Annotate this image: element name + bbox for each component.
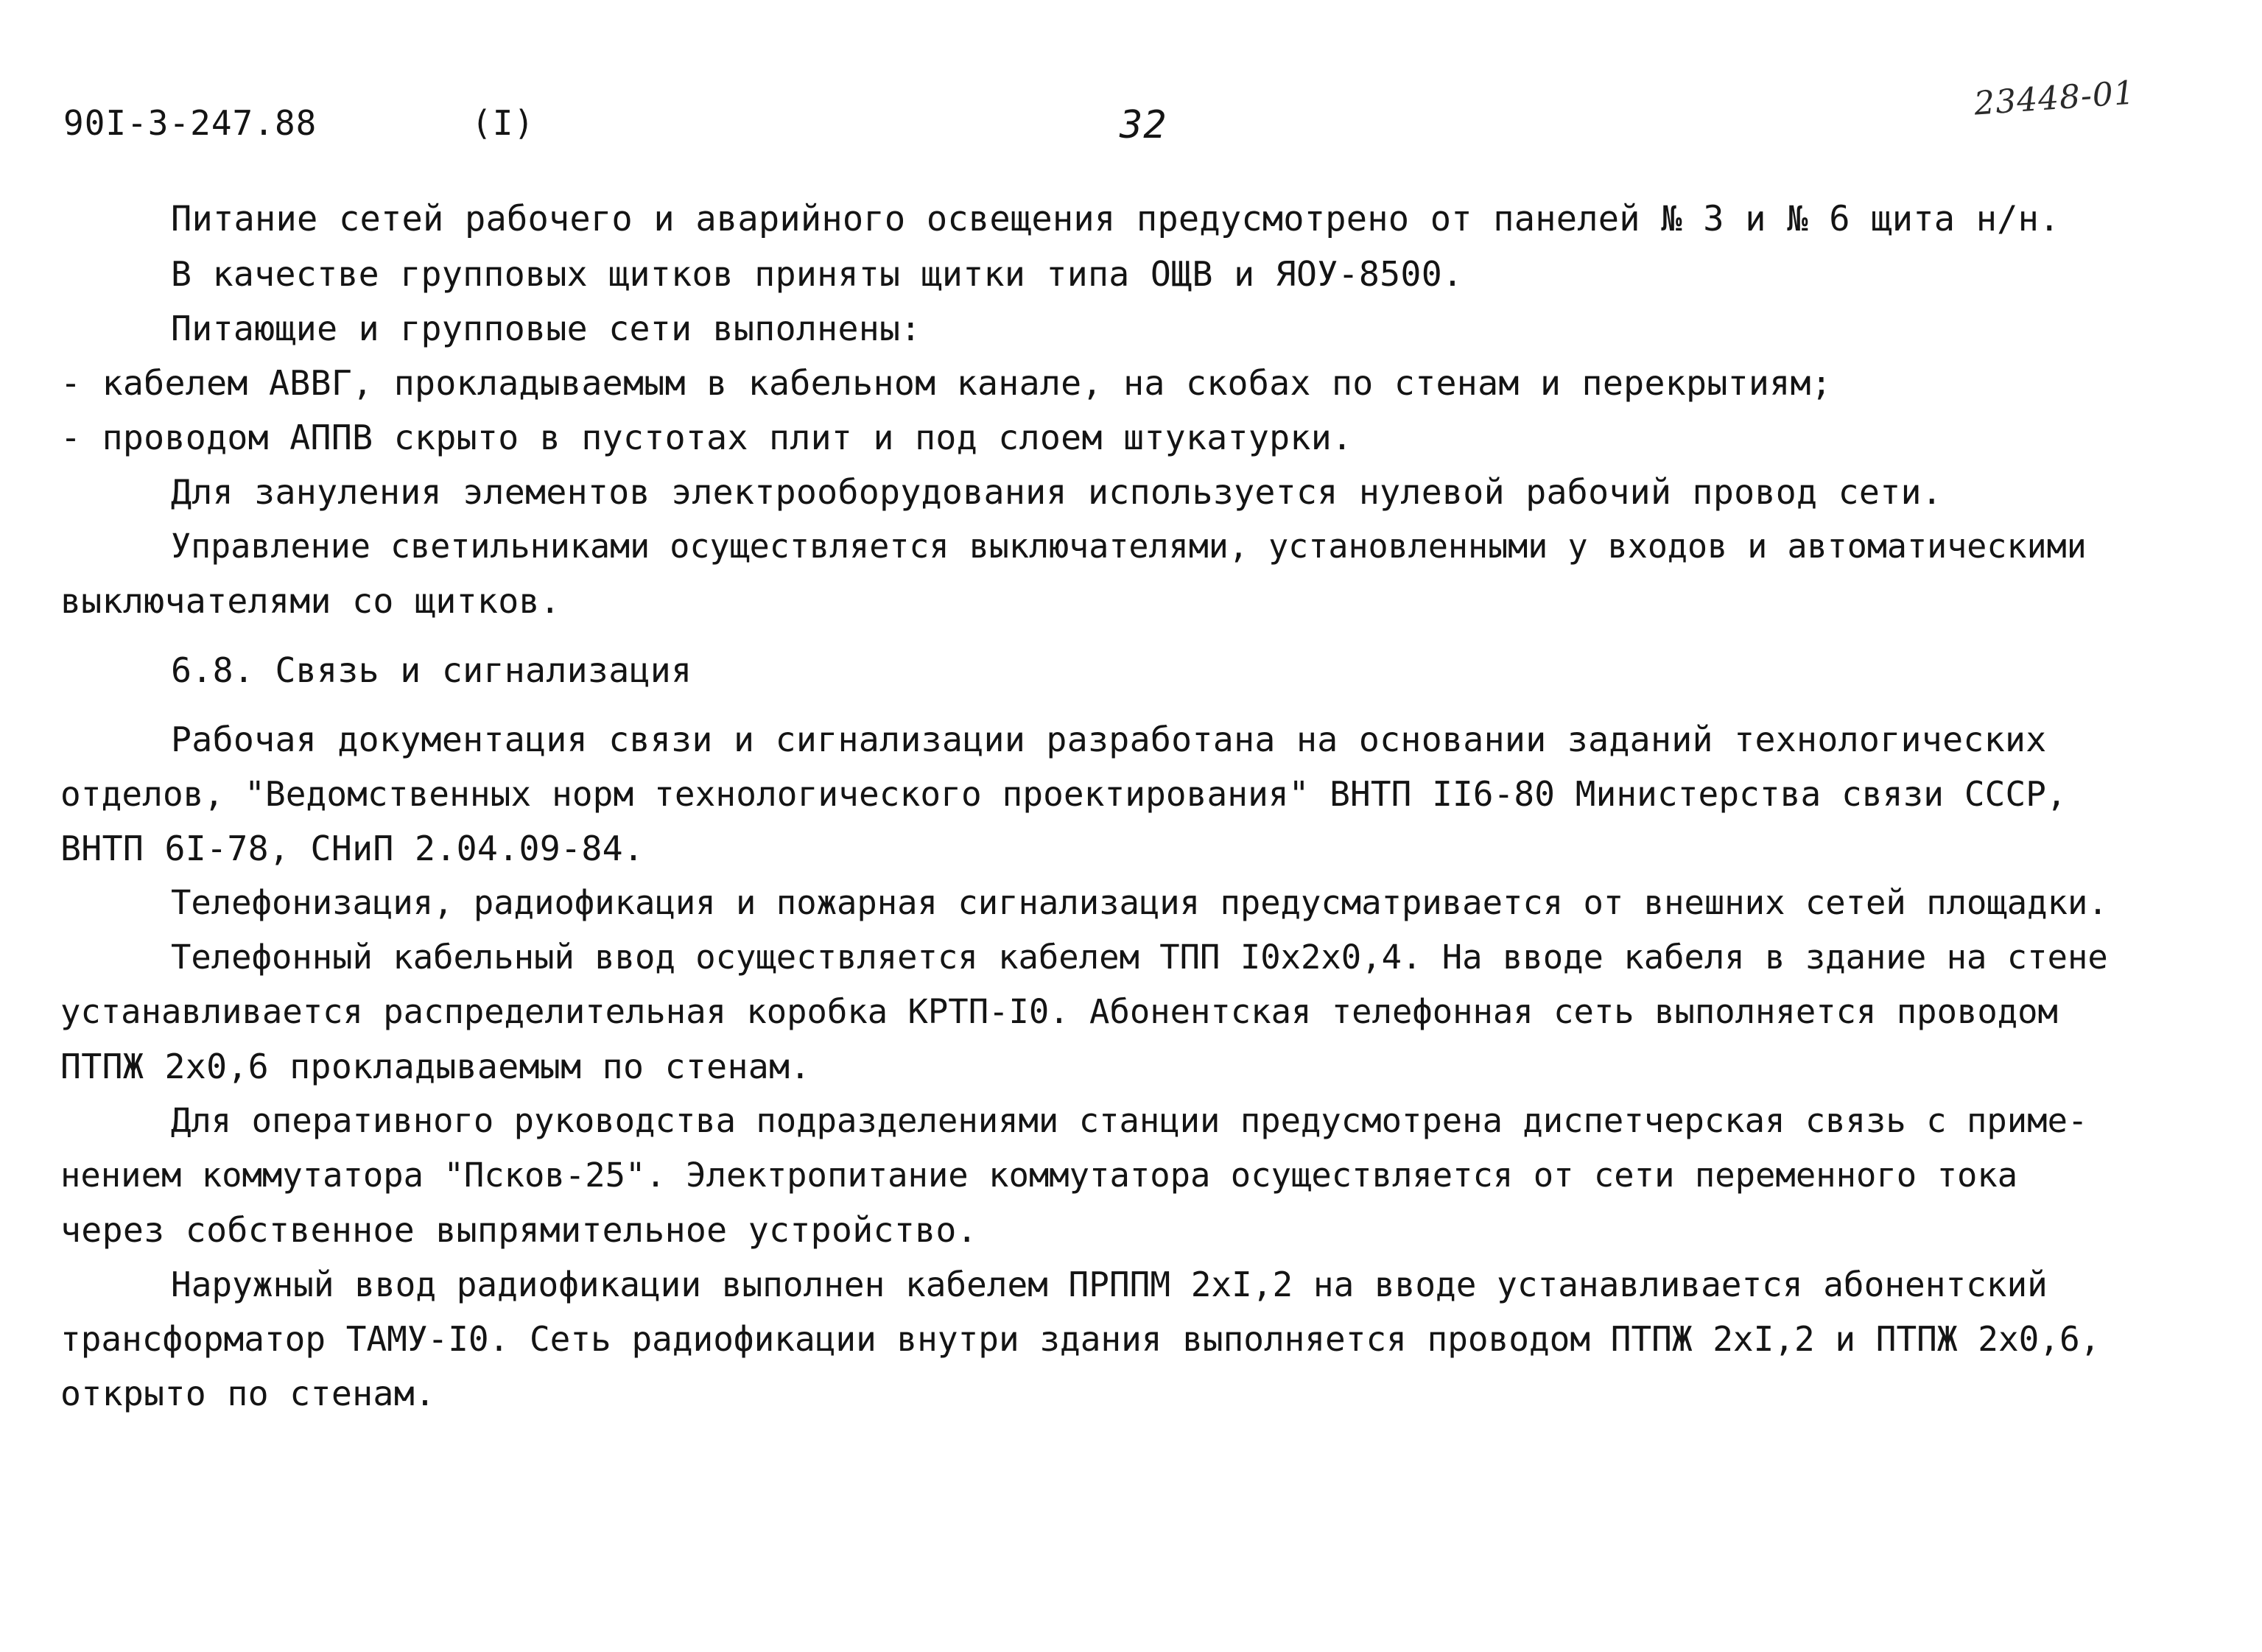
text-line: Телефонный кабельный ввод осуществляется кабелем ТПП I0х2х0,4. На вводе кабеля в здание на стене <box>171 938 2108 977</box>
page-number: 32 <box>1120 103 1167 147</box>
text-line: Для зануления элементов электрооборудования используется нулевой рабочий провод сети. <box>171 472 1943 512</box>
text-line: открыто по стенам. <box>60 1374 436 1413</box>
text-line: отделов, "Ведомственных норм технологического проектирования" ВНТП II6-80 Министерства связи СССР, <box>60 774 2067 814</box>
text-line: через собственное выпрямительное устройство. <box>60 1210 977 1250</box>
text-line: В качестве групповых щитков приняты щитки типа ОЩВ и ЯОУ-8500. <box>171 254 1464 294</box>
text-line: Для оперативного руководства подразделениями станции предусмотрена диспетчерская связь с приме- <box>171 1101 2088 1140</box>
text-line: ПТПЖ 2х0,6 прокладываемым по стенам. <box>60 1047 811 1086</box>
document-part: (I) <box>471 103 535 143</box>
text-line: - кабелем АВВГ, прокладываемым в кабельном канале, на скобах по стенам и перекрытиям; <box>60 363 1833 403</box>
text-line: выключателями со щитков. <box>60 581 561 621</box>
text-line: трансформатор ТАМУ-I0. Сеть радиофикации внутри здания выполняется проводом ПТПЖ 2хI,2 и ПТПЖ 2х0,6, <box>60 1319 2101 1359</box>
document-code: 90I-3-247.88 <box>63 103 317 143</box>
text-line: нением коммутатора "Псков-25". Электропитание коммутатора осуществляется от сети переменного тока <box>60 1156 2018 1195</box>
text-line: Питание сетей рабочего и аварийного освещения предусмотрено от панелей № 3 и № 6 щита н/н. <box>171 199 2060 239</box>
text-line: устанавливается распределительная коробка КРТП-I0. Абонентская телефонная сеть выполняется проводом <box>60 992 2058 1031</box>
text-line: Рабочая документация связи и сигнализации разработана на основании заданий технологических <box>171 720 2047 759</box>
text-line: Телефонизация, радиофикация и пожарная сигнализация предусматривается от внешних сетей площадки. <box>171 883 2108 922</box>
text-line: Питающие и групповые сети выполнены: <box>171 309 921 348</box>
text-line: ВНТП 6I-78, СНиП 2.04.09-84. <box>60 829 644 868</box>
inventory-number: 23448-01 <box>1973 74 2137 123</box>
text-line: Наружный ввод радиофикации выполнен кабелем ПРППМ 2хI,2 на вводе устанавливается абонентский <box>171 1265 2048 1304</box>
section-heading: 6.8. Связь и сигнализация <box>171 650 692 690</box>
text-line: Управление светильниками осуществляется выключателями, установленными у входов и автоматическими <box>171 527 2087 566</box>
text-line: - проводом АППВ скрыто в пустотах плит и под слоем штукатурки. <box>60 418 1353 457</box>
